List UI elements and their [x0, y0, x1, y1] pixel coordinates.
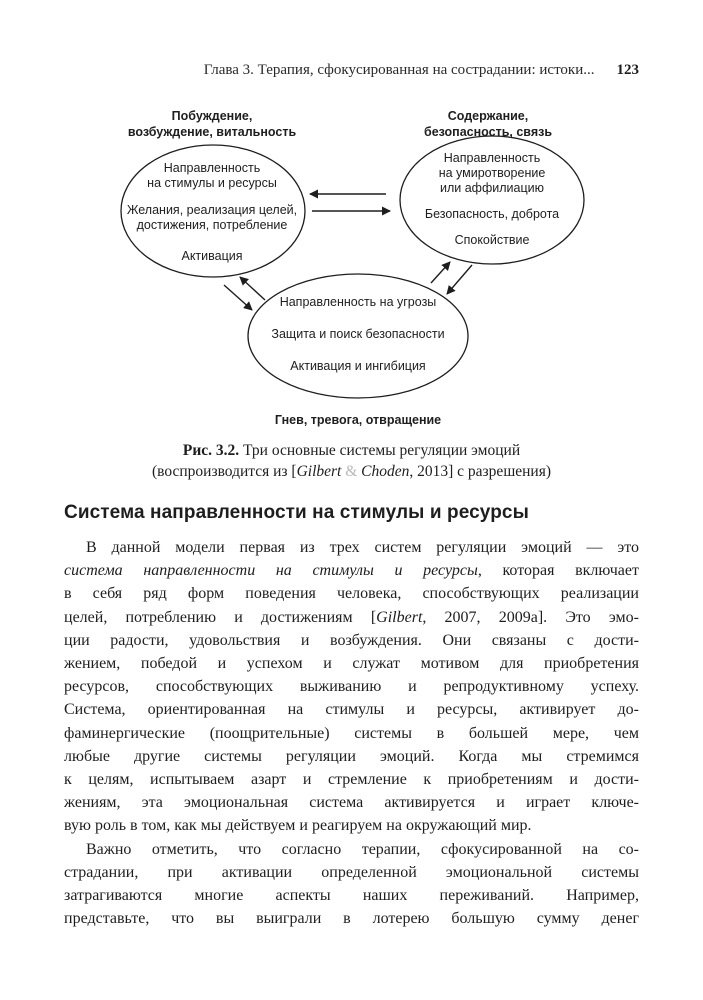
body-text — [64, 536, 639, 930]
soothing-item-2: на умиротворение — [438, 166, 546, 180]
text-line: вую роль в том, как мы действуем и реагируем на окружающий мир. — [64, 817, 532, 835]
text-line: представьте, что вы выиграли в лотерею большую сумму денег — [64, 910, 639, 928]
page-number: 123 — [616, 62, 639, 78]
text-line: страдании, при активации определенной эмоциональной системы — [64, 863, 639, 881]
text-line: затрагиваются многие аспекты наших переживаний. Например, — [64, 887, 639, 905]
drive-item-3: Желания, реализация целей, — [126, 203, 298, 217]
arrow-soothing-to-threat — [447, 265, 472, 294]
text-line: В данной модели первая из трех систем регуляции эмоций — это — [86, 539, 639, 556]
paragraph-2 — [64, 838, 639, 931]
arrow-threat-to-soothing — [431, 262, 450, 283]
text-line: фаминергические (поощрительные) системы в большей мере, чем — [64, 724, 639, 742]
text-line: жениям, эта эмоциональная система активируется и играет ключе- — [64, 794, 639, 812]
chapter-title: Глава 3. Терапия, сфокусированная на сострадании: истоки... — [203, 62, 595, 78]
soothing-item-5: Спокойствие — [454, 233, 530, 247]
arrow-threat-to-drive — [240, 277, 265, 300]
caption-author-2: Choden — [361, 463, 410, 480]
drive-item-2: на стимулы и ресурсы — [147, 176, 277, 190]
diagram-svg — [0, 0, 703, 440]
text-line: в себя ряд форм поведения человека, способствующих реализации — [64, 585, 639, 603]
emotion-systems-diagram — [0, 0, 703, 440]
threat-item-2: Защита и поиск безопасности — [271, 327, 445, 341]
threat-item-3: Активация и ингибиция — [290, 359, 426, 373]
text-line: жением, победой и успехом и служат мотивом для приобретения — [64, 655, 639, 673]
caption-line-1: Рис. 3.2. Три основные системы регуляции эмоций — [182, 442, 521, 459]
drive-heading-line1: Побуждение, — [171, 109, 253, 123]
soothing-item-1: Направленность — [443, 151, 541, 165]
text-line: Система, ориентированная на стимулы и ресурсы, активирует до- — [64, 701, 639, 719]
caption-line-2: (воспроизводится из [Gilbert & Choden, 2013] с разрешения) — [151, 463, 552, 480]
text-line: система направленности на стимулы и ресурсы, которая включает — [64, 562, 640, 580]
arrow-drive-to-threat — [224, 285, 252, 310]
soothing-item-3: или аффилиацию — [440, 181, 544, 195]
drive-item-1: Направленность — [163, 161, 261, 175]
drive-item-5: Активация — [181, 249, 243, 263]
text-line: к целям, испытываем азарт и стремление к приобретениям и дости- — [64, 771, 639, 789]
threat-item-1: Направленность на угрозы — [279, 295, 437, 309]
caption-label: Рис. 3.2. — [182, 442, 240, 459]
soothing-heading-line2: безопасность, связь — [423, 125, 553, 139]
text-line: целей, потреблению и достижениям [Gilbert, 2007, 2009a]. Это эмо- — [64, 608, 640, 626]
caption-author-1: Gilbert — [296, 463, 342, 480]
drive-heading-line2: возбуждение, витальность — [127, 125, 297, 139]
paragraph-1 — [64, 536, 639, 838]
soothing-heading-line1: Содержание, — [447, 109, 529, 123]
section-heading: Система направленности на стимулы и ресурсы — [64, 502, 529, 523]
text-line: ции радости, удовольствия и возбуждения. Они связаны с дости- — [64, 631, 639, 649]
drive-item-4: достижения, потребление — [136, 218, 288, 232]
text-line: ресурсов, способствующих выживанию и репродуктивному успеху. — [64, 678, 639, 696]
soothing-item-4: Безопасность, доброта — [424, 207, 560, 221]
threat-footer: Гнев, тревога, отвращение — [274, 413, 442, 427]
figure-caption — [64, 440, 639, 482]
text-line: любые другие системы регуляции эмоций. Когда мы стремимся — [64, 747, 639, 765]
text-line: Важно отметить, что согласно терапии, сфокусированной на со- — [86, 840, 639, 858]
